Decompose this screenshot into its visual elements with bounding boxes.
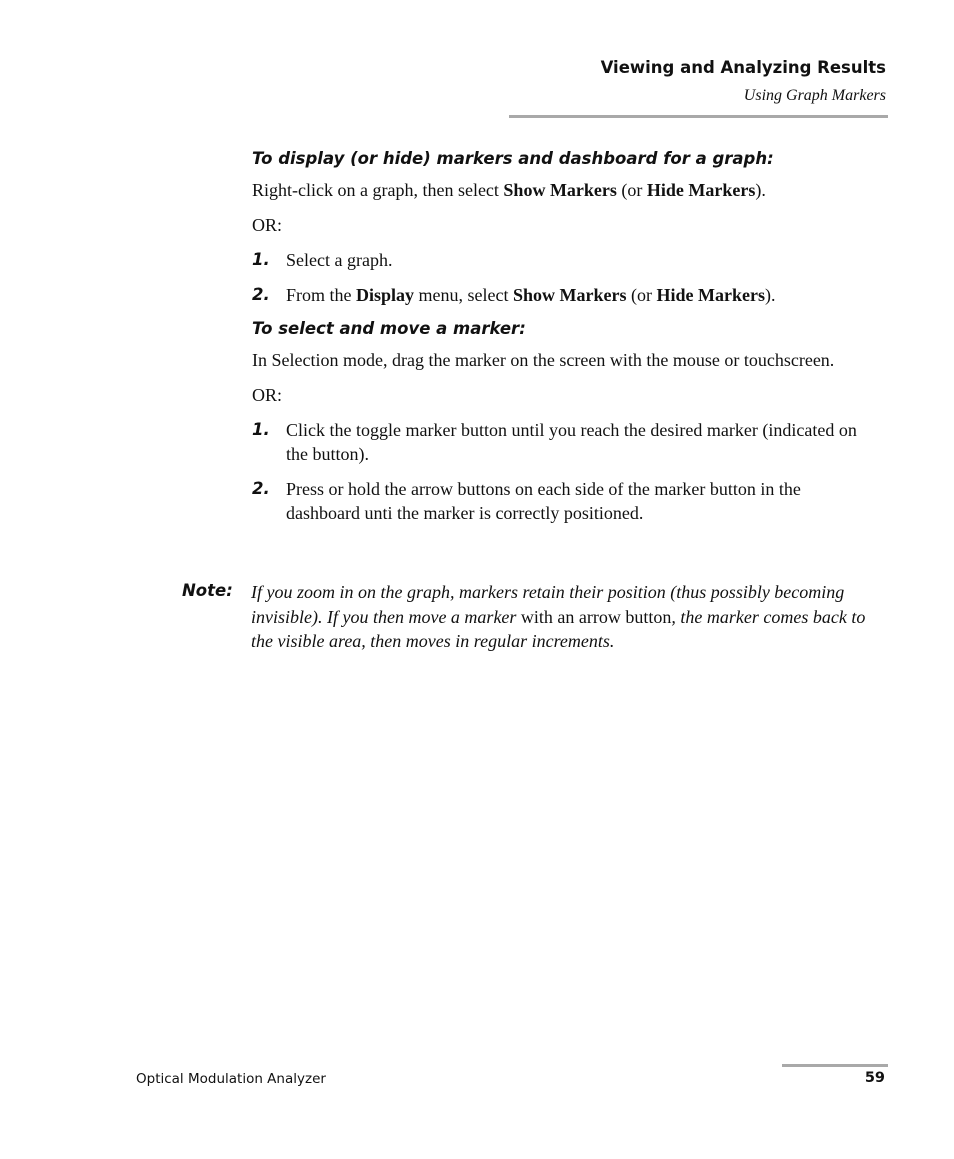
step-number: 2. (252, 479, 270, 498)
chapter-title: Viewing and Analyzing Results (600, 58, 886, 77)
step-text-part: ). (764, 285, 776, 305)
note-text-italic: , the marker comes back to the visible area, then moves in regular increments. (251, 606, 866, 651)
intro-text: Right-click on a graph, then select (252, 180, 504, 200)
step-item (252, 283, 877, 307)
step-text-part: menu, select (414, 285, 513, 305)
step-number: 2. (252, 285, 270, 304)
hide-markers-term: Hide Markers (656, 285, 765, 305)
step-number: 1. (252, 420, 270, 439)
note-text-italic: If you zoom in on the graph, markers retain their position (thus possibly becoming invisible). If you then move a marker (251, 582, 845, 627)
footer-rule (782, 1064, 888, 1067)
or-label: OR: (252, 215, 283, 235)
procedure-intro: In Selection mode, drag the marker on the screen with the mouse or touchscreen. (252, 350, 835, 370)
procedure-intro (252, 178, 877, 202)
intro-text: ). (755, 180, 766, 200)
step-text: Select a graph. (286, 250, 393, 270)
step-text (286, 285, 775, 305)
note-text-regular: with an arrow button (516, 606, 672, 627)
section-title: Using Graph Markers (743, 87, 886, 104)
step-item (252, 248, 877, 272)
display-menu-term: Display (356, 285, 415, 305)
step-item (252, 418, 877, 466)
intro-text: (or (616, 180, 647, 200)
hide-markers-term: Hide Markers (646, 180, 756, 200)
main-content (252, 148, 877, 536)
step-text: Press or hold the arrow buttons on each side of the marker button in the dashboard unti the marker is correctly positioned. (286, 479, 801, 523)
step-text: Click the toggle marker button until you reach the desired marker (indicated on the button). (286, 420, 857, 464)
page-number: 59 (864, 1070, 885, 1086)
show-markers-term: Show Markers (503, 180, 617, 200)
step-text-part: From the (286, 285, 356, 305)
footer-product-name: Optical Modulation Analyzer (136, 1071, 326, 1087)
show-markers-term: Show Markers (513, 285, 627, 305)
or-label: OR: (252, 385, 283, 405)
step-number: 1. (252, 250, 270, 269)
note-label: Note: (182, 581, 233, 600)
header-rule (509, 115, 888, 118)
procedure-title: To display (or hide) markers and dashboard for a graph: (252, 149, 774, 168)
step-item (252, 477, 877, 525)
step-text-part: (or (626, 285, 657, 305)
procedure-title: To select and move a marker: (252, 319, 526, 338)
note-text (251, 580, 876, 654)
